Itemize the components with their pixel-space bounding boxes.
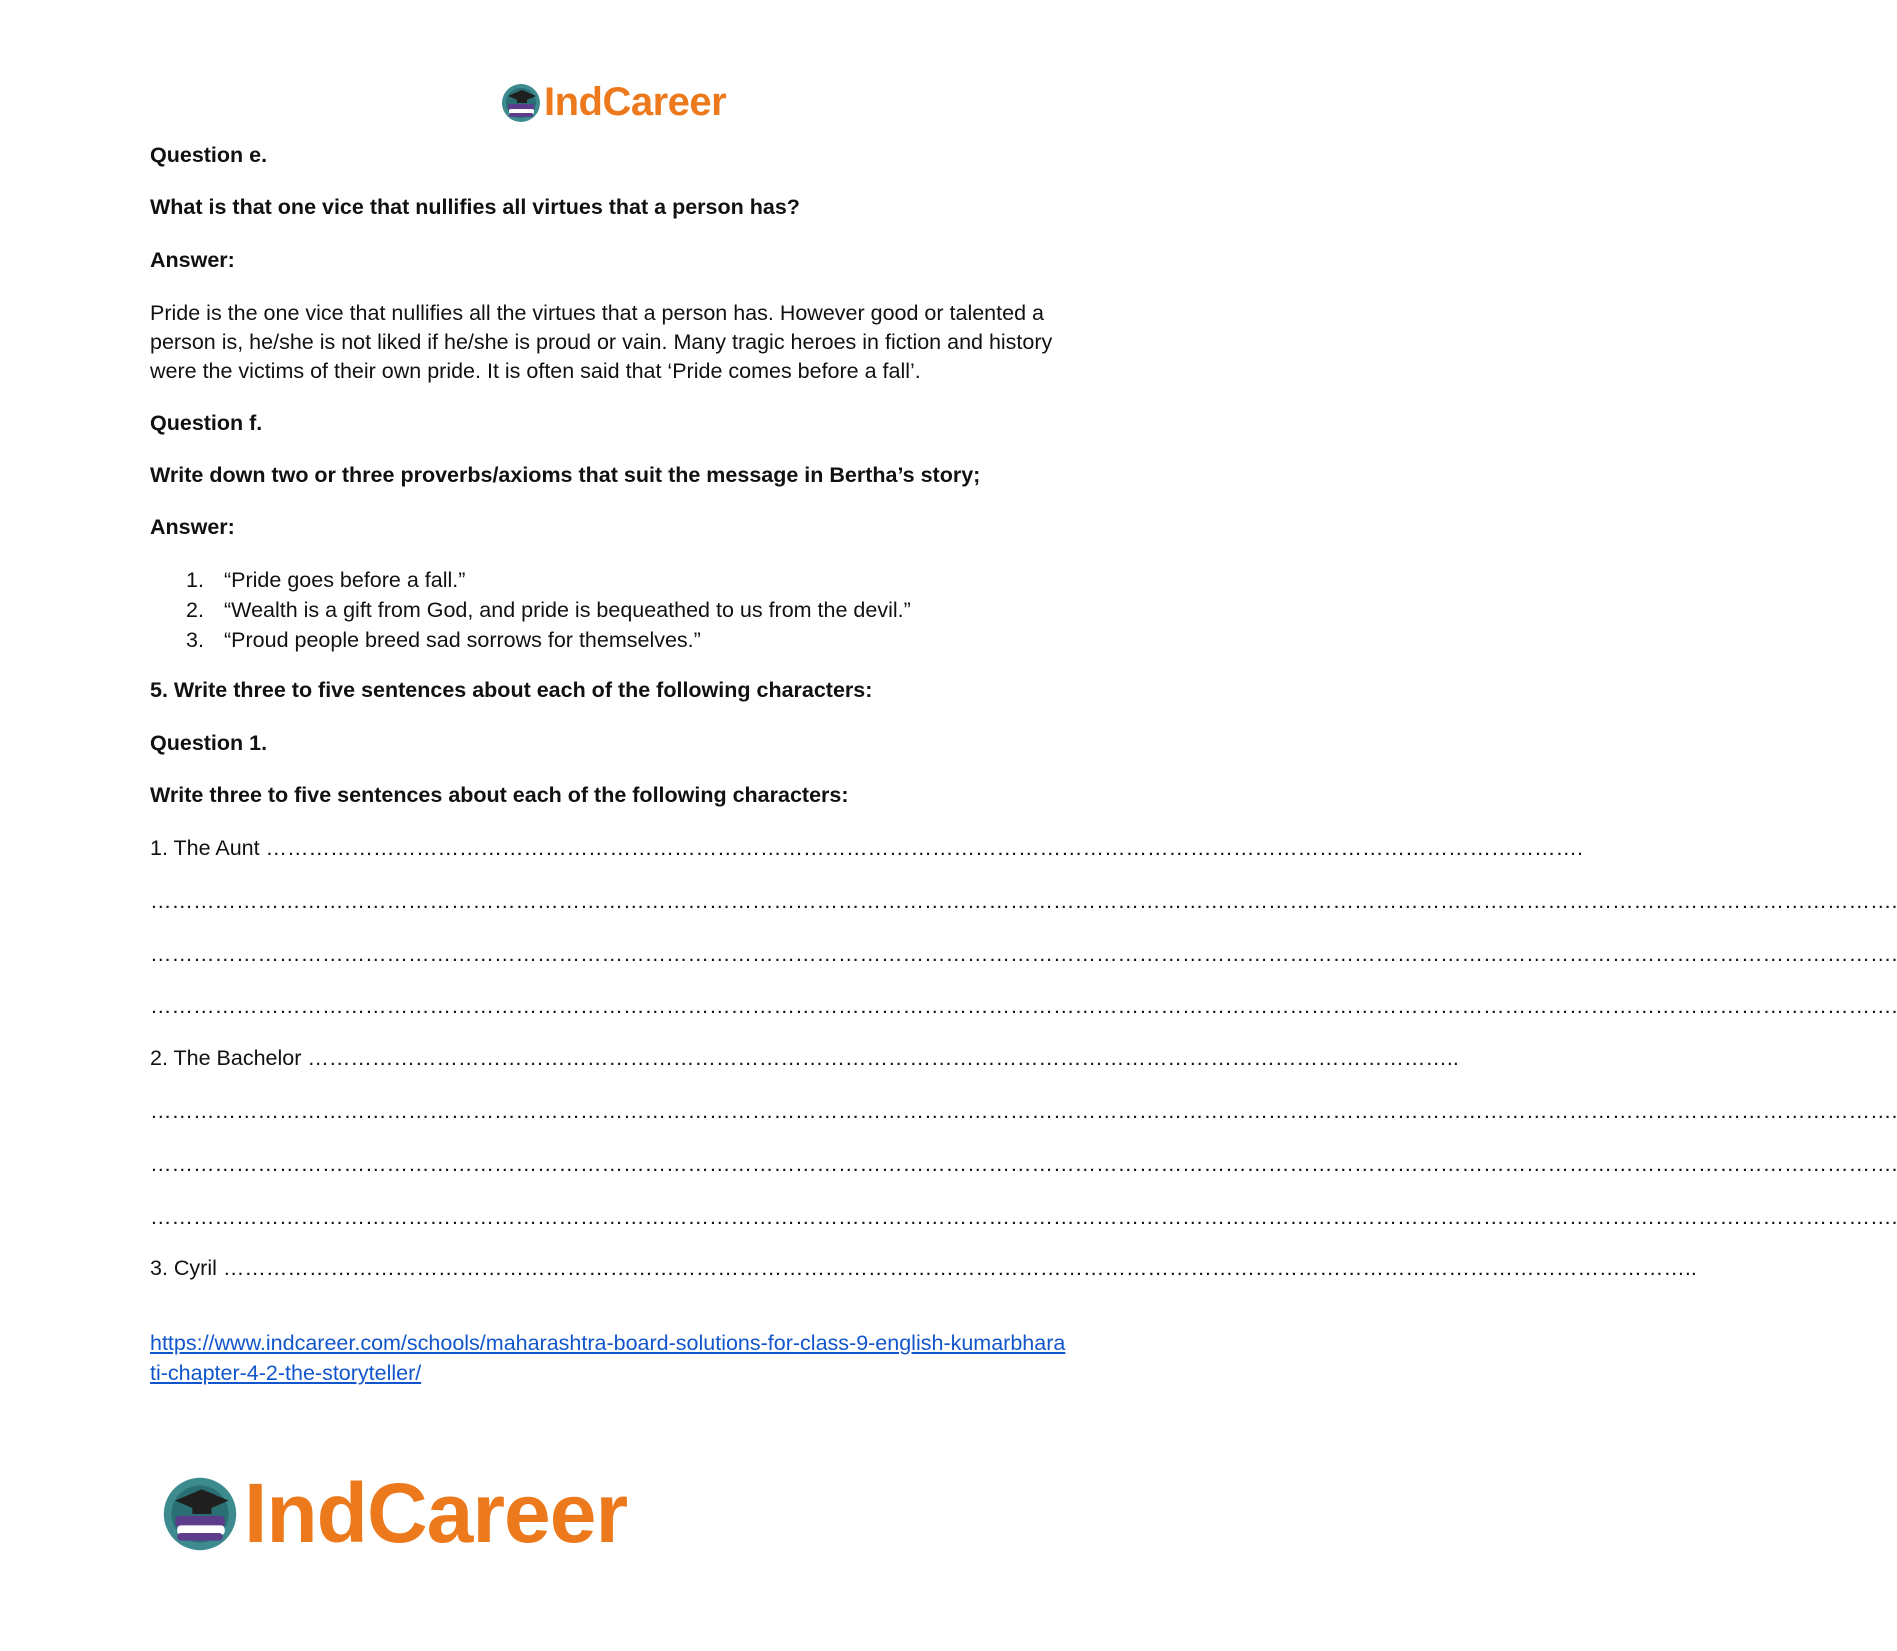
dotted-line: ……………………………………………………………………………………………………………………………………………………………………………………………………………………….	[150, 994, 1897, 1018]
dotted-line: ……………………………………………………………………………………………………………………………………………………………………………………………………………………….	[150, 1152, 1897, 1176]
question-f-text: Write down two or three proverbs/axioms that suit the message in Bertha’s story;	[150, 463, 981, 487]
answer-e-line-1: Pride is the one vice that nullifies all the virtues that a person has. However good or talented a	[150, 301, 1044, 325]
dotted-line: ……………………………………………………………………………………………………………………………………………………………………………………………………………………….	[150, 889, 1897, 913]
question-f-label: Question f.	[150, 411, 263, 435]
list-item	[186, 565, 911, 595]
list-number: 3.	[186, 628, 204, 652]
answer-e-line-3: were the victims of their own pride. It is often said that ‘Pride comes before a fall’.	[150, 359, 921, 383]
list-number: 1.	[186, 568, 204, 592]
list-text: “Wealth is a gift from God, and pride is bequeathed to us from the devil.”	[224, 598, 911, 622]
dotted-line: ……………………………………………………………………………………………………………………………………………………………………………………………………………………….	[150, 1099, 1897, 1123]
list-item	[186, 595, 911, 625]
list-number: 2.	[186, 598, 204, 622]
character-aunt: 1. The Aunt ………………………………………………………………………………………………………………………………………………………………….	[150, 836, 1584, 860]
source-link-line-1[interactable]: https://www.indcareer.com/schools/maharashtra-board-solutions-for-class-9-english-kumarbhara	[150, 1331, 1066, 1355]
dotted-line: ……………………………………………………………………………………………………………………………………………………………………………………………………………………….	[150, 942, 1897, 966]
indcareer-logo-bottom	[160, 1465, 627, 1562]
list-item	[186, 625, 911, 655]
question-e-label: Question e.	[150, 143, 268, 167]
list-text: “Proud people breed sad sorrows for themselves.”	[224, 628, 701, 652]
source-link[interactable]	[150, 1328, 1140, 1388]
question-e-text: What is that one vice that nullifies all virtues that a person has?	[150, 195, 800, 219]
answer-f-label: Answer:	[150, 515, 235, 539]
answer-e-label: Answer:	[150, 248, 235, 272]
character-bachelor: 2. The Bachelor ……………………………………………………………………………………………………………………………………………..	[150, 1046, 1459, 1070]
list-text: “Pride goes before a fall.”	[224, 568, 466, 592]
source-link-line-2[interactable]: ti-chapter-4-2-the-storyteller/	[150, 1361, 422, 1385]
proverb-list	[186, 565, 911, 655]
indcareer-logo-top	[500, 80, 726, 125]
dotted-line: ……………………………………………………………………………………………………………………………………………………………………………………………………………………….	[150, 1205, 1897, 1229]
logo-wordmark: IndCareer	[244, 1466, 628, 1560]
question-1-label: Question 1.	[150, 731, 268, 755]
question-1-text: Write three to five sentences about each of the following characters:	[150, 783, 849, 807]
logo-wordmark: IndCareer	[544, 80, 727, 124]
graduation-book-icon	[500, 82, 542, 124]
section-5-heading: 5. Write three to five sentences about each of the following characters:	[150, 678, 873, 702]
graduation-book-icon	[160, 1474, 240, 1554]
character-cyril: 3. Cyril ……………………………………………………………………………………………………………………………………………………………………………………..	[150, 1256, 1697, 1280]
answer-e-line-2: person is, he/she is not liked if he/she is proud or vain. Many tragic heroes in fiction and history	[150, 330, 1053, 354]
